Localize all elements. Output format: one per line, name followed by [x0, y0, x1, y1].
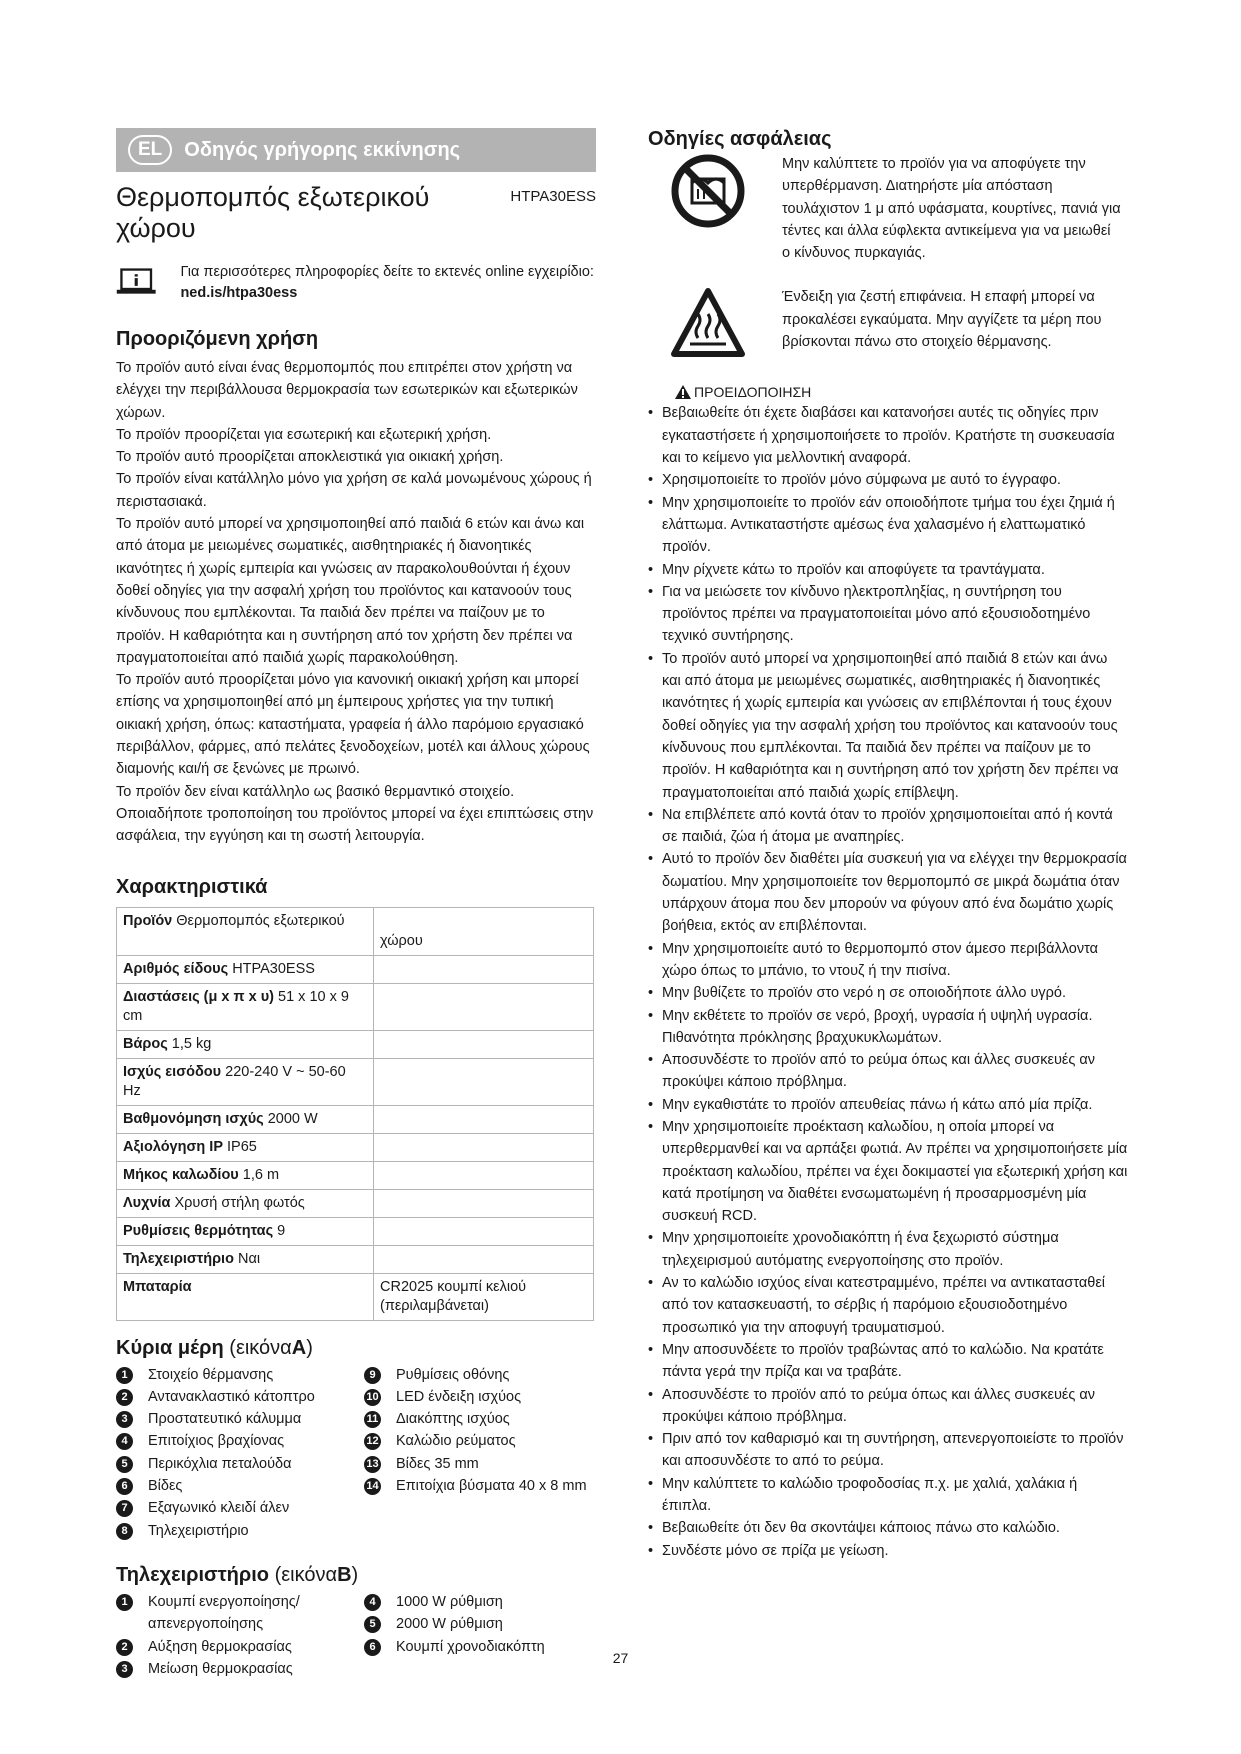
spec-label: Λυχνία	[123, 1194, 171, 1211]
table-row	[117, 1133, 594, 1161]
spec-label: Ρυθμίσεις θερμότητας	[123, 1222, 274, 1239]
header-banner	[116, 128, 596, 172]
table-row	[117, 1189, 594, 1217]
list-item: • Μην χρησιμοποιείτε αυτό το θερμοπομπό στον άμεσο περιβάλλοντα χώρο όπως το μπάνιο, το ντουζ ή την πισίνα.	[648, 938, 1128, 983]
number-badge: 2	[116, 1389, 133, 1406]
right-column	[648, 128, 1128, 1562]
part-label: Τηλεχειριστήριο	[148, 1522, 249, 1539]
spec-label: Διαστάσεις (μ x π x υ)	[123, 988, 274, 1005]
spec-cell-extra	[374, 955, 594, 983]
spec-cell	[117, 1217, 374, 1245]
list-item: • Αν το καλώδιο ισχύος είναι κατεστραμμένο, πρέπει να αντικατασταθεί από τον κατασκευαστή, το σέρβις ή παρόμοιο εξουσιοδοτημένο προσωπικό για την αποφυγή τραυματισμού.	[648, 1272, 1128, 1339]
list-item: • Να επιβλέπετε από κοντά όταν το προϊόν χρησιμοποιείται από ή κοντά σε παιδιά, ζώα ή άτομα με αναπηρίες.	[648, 804, 1128, 849]
product-title: Θερμοπομπός εξωτερικού χώρου	[116, 182, 430, 243]
table-row	[117, 1161, 594, 1189]
spec-value-extra: χώρου	[380, 932, 423, 949]
list-item	[364, 1475, 594, 1497]
remote-heading-figure: (εικόνα	[274, 1563, 338, 1586]
list-item	[364, 1613, 594, 1635]
table-row	[117, 1058, 594, 1105]
banner-title: Οδηγός γρήγορης εκκίνησης	[184, 138, 461, 161]
list-item: • Μην εκθέτετε το προϊόν σε νερό, βροχή, υγρασία ή υψηλή υγρασία. Πιθανότητα πρόκλησης βραχυκυκλωμάτων.	[648, 1005, 1128, 1050]
list-item: • Μην βυθίζετε το προϊόν στο νερό η σε οποιοδήποτε άλλο υγρό.	[648, 982, 1128, 1004]
spec-value: 1,5 kg	[171, 1035, 212, 1052]
number-badge: 10	[364, 1389, 381, 1406]
part-label: Περικόχλια πεταλούδα	[148, 1455, 292, 1472]
spec-cell	[117, 1245, 374, 1273]
spec-value-extra: CR2025 κουμπί κελιού (περιλαμβάνεται)	[380, 1278, 527, 1314]
spec-value: 1,6 m	[242, 1166, 280, 1183]
list-item	[116, 1497, 364, 1519]
number-badge: 3	[116, 1661, 133, 1678]
spec-cell	[117, 907, 374, 955]
intended-use-text	[116, 357, 596, 848]
spec-label: Προϊόν	[123, 912, 173, 929]
hot-surface-icon	[670, 286, 746, 362]
laptop-info-icon	[116, 264, 156, 300]
list-item	[116, 1430, 364, 1452]
number-badge: 13	[364, 1456, 381, 1473]
list-item: • Μην καλύπτετε το καλώδιο τροφοδοσίας π.χ. με χαλιά, χαλάκια ή έπιπλα.	[648, 1473, 1128, 1518]
intended-use-paragraph: Το προϊόν αυτό προορίζεται αποκλειστικά για οικιακή χρήση.	[116, 449, 504, 466]
spec-value: HTPA30ESS	[232, 960, 315, 977]
spec-value: 51 x 10 x 9 cm	[123, 988, 349, 1024]
number-badge: 3	[116, 1411, 133, 1428]
list-item: • Μην χρησιμοποιείτε χρονοδιακόπτη ή ένα ξεχωριστό σύστημα τηλεχειρισμού αυτόματης ενεργοποίησης στο προϊόν.	[648, 1227, 1128, 1272]
number-badge: 4	[364, 1594, 381, 1611]
part-label: Αύξηση θερμοκρασίας	[148, 1638, 292, 1655]
spec-label: Ισχύς εισόδου	[123, 1063, 222, 1080]
number-badge: 9	[364, 1367, 381, 1384]
spec-label: Βαθμονόμηση ισχύς	[123, 1110, 264, 1127]
features-section	[116, 876, 596, 1321]
part-label: Στοιχείο θέρμανσης	[148, 1366, 274, 1383]
number-badge: 6	[364, 1639, 381, 1656]
list-item	[116, 1453, 364, 1475]
spec-cell-extra	[374, 983, 594, 1030]
remote-heading	[116, 1564, 596, 1587]
intended-use-paragraph: Το προϊόν δεν είναι κατάλληλο ως βασικό θερμαντικό στοιχείο.	[116, 783, 515, 800]
spec-cell	[117, 1058, 374, 1105]
features-heading: Χαρακτηριστικά	[116, 875, 268, 898]
spec-cell	[117, 1273, 374, 1320]
main-parts-list	[116, 1364, 596, 1542]
list-item: • Για να μειώσετε τον κίνδυνο ηλεκτροπληξίας, η συντήρηση του προϊόντος πρέπει να πραγματοποιείται μόνο από εξουσιοδοτημένο τεχνικό συντήρησης.	[648, 581, 1128, 648]
spec-value: Θερμοπομπός εξωτερικού	[176, 912, 345, 929]
list-item: • Αυτό το προϊόν δεν διαθέτει μία συσκευή για να ελέγχει την θερμοκρασία δωματίου. Μην χρησιμοποιείτε τον θερμοπομπό σε μικρά δωμάτια όταν υπάρχουν άτομα που δεν μπορούν να φύγουν από ένα δωμάτιο χωρίς βοήθεια, εκτός αν επιβλέπονται.	[648, 848, 1128, 937]
spec-value: 2000 W	[267, 1110, 318, 1127]
main-parts-section	[116, 1337, 596, 1542]
spec-value: 9	[277, 1222, 286, 1239]
part-label: Ρυθμίσεις οθόνης	[396, 1366, 510, 1383]
list-item: • Χρησιμοποιείτε το προϊόν μόνο σύμφωνα με αυτό το έγγραφο.	[648, 469, 1128, 491]
list-item: • Συνδέστε μόνο σε πρίζα με γείωση.	[648, 1540, 1128, 1562]
warning-label: ΠΡΟΕΙΔΟΠΟΙΗΣΗ	[694, 384, 812, 401]
parts-column	[364, 1364, 594, 1542]
left-column	[116, 128, 596, 1680]
list-item: • Το προϊόν αυτό μπορεί να χρησιμοποιηθεί από παιδιά 8 ετών και άνω και από άτομα με μειωμένες σωματικές, αισθητηριακές ή διανοητικές ικανότητες ή χωρίς εμπειρία και γνώσεις αν επιβλέπονται ή τους έχουν δοθεί οδηγίες για την ασφαλή χρήση του προϊόντος και κατανοούν τους κίνδυνους που εμπλέκονται. Τα παιδιά δεν πρέπει να παίζουν με το προϊόν. Η καθαριότητα και η συντήρηση από τον χρήστη δεν πρέπει να πραγματοποιείται από παιδιά χωρίς επίβλεψη.	[648, 648, 1128, 804]
spec-cell	[117, 1133, 374, 1161]
spec-value: Χρυσή στήλη φωτός	[174, 1194, 305, 1211]
spec-cell	[117, 1030, 374, 1058]
table-row	[117, 955, 594, 983]
spec-cell	[117, 955, 374, 983]
list-item: • Μην αποσυνδέετε το προϊόν τραβώντας από το καλώδιο. Να κρατάτε πάντα γερά την πρίζα και να τραβάτε.	[648, 1339, 1128, 1384]
number-badge: 1	[116, 1367, 133, 1384]
list-item	[364, 1430, 594, 1452]
main-parts-heading-bold: Κύρια μέρη	[116, 1336, 224, 1359]
spec-cell-extra	[374, 907, 594, 955]
list-item	[116, 1475, 364, 1497]
spec-label: Αξιολόγηση IP	[123, 1138, 223, 1155]
part-label: Καλώδιο ρεύματος	[396, 1433, 516, 1450]
spec-table	[116, 907, 594, 1321]
part-label: Βίδες	[148, 1478, 183, 1495]
table-row	[117, 1245, 594, 1273]
intended-use-paragraph: Το προϊόν προορίζεται για εσωτερική και εξωτερική χρήση.	[116, 426, 492, 443]
intended-use-paragraph: Οποιαδήποτε τροποποίηση του προϊόντος μπορεί να έχει επιπτώσεις στην ασφάλεια, την εγγύηση και τη σωστή λειτουργία.	[116, 805, 594, 845]
list-item: • Αποσυνδέστε το προϊόν από το ρεύμα όπως και άλλες συσκευές αν προκύψει κάποιο πρόβλημα.	[648, 1049, 1128, 1094]
spec-cell-extra	[374, 1161, 594, 1189]
spec-value: 220-240 V ~ 50-60 Hz	[123, 1063, 346, 1099]
spec-cell-extra	[374, 1245, 594, 1273]
spec-cell-extra	[374, 1133, 594, 1161]
spec-label: Αριθμός είδους	[123, 960, 229, 977]
intended-use-heading: Προοριζόμενη χρήση	[116, 328, 319, 350]
part-label: Κουμπί χρονοδιακόπτη	[396, 1638, 545, 1655]
parts-column	[116, 1591, 364, 1680]
spec-cell	[117, 983, 374, 1030]
number-badge: 12	[364, 1433, 381, 1450]
product-code: HTPA30ESS	[510, 188, 596, 205]
parts-column	[364, 1591, 594, 1680]
warning-header	[674, 384, 1128, 400]
page-number: 27	[612, 1650, 629, 1666]
number-badge: 1	[116, 1594, 133, 1611]
list-item: • Μην εγκαθιστάτε το προϊόν απευθείας πάνω ή κάτω από μία πρίζα.	[648, 1094, 1128, 1116]
list-item	[364, 1453, 594, 1475]
list-item	[116, 1408, 364, 1430]
part-label: Αντανακλαστικό κάτοπτρο	[148, 1388, 315, 1405]
part-label: 1000 W ρύθμιση	[396, 1593, 503, 1610]
list-item: • Αποσυνδέστε το προϊόν από το ρεύμα όπως και άλλες συσκευές αν προκύψει κάποιο πρόβλημα.	[648, 1384, 1128, 1429]
safety-bullet-list	[648, 402, 1128, 1561]
number-badge: 4	[116, 1433, 133, 1450]
hot-surface-text: Ένδειξη για ζεστή επιφάνεια. Η επαφή μπορεί να προκαλέσει εγκαύματα. Μην αγγίζετε τα μέρη που βρίσκονται πάνω στο στοιχείο θέρμανσης.	[782, 289, 1102, 351]
part-label: Εξαγωνικό κλειδί άλεν	[148, 1500, 290, 1517]
spec-value: Ναι	[237, 1250, 261, 1267]
language-badge: EL	[128, 135, 172, 165]
part-label: Επιτοίχιος βραχίονας	[148, 1433, 285, 1450]
part-label: 2000 W ρύθμιση	[396, 1616, 503, 1633]
spec-cell	[117, 1189, 374, 1217]
part-label: Επιτοίχια βύσματα 40 x 8 mm	[396, 1478, 587, 1495]
list-item	[364, 1408, 594, 1430]
spec-label: Βάρος	[123, 1035, 168, 1052]
remote-heading-bold: Τηλεχειριστήριο	[116, 1563, 270, 1586]
manual-link[interactable]: ned.is/htpa30ess	[180, 285, 298, 301]
spec-cell	[117, 1161, 374, 1189]
part-label: Κουμπί ενεργοποίησης/ απενεργοποίησης	[148, 1593, 300, 1633]
number-badge: 6	[116, 1478, 133, 1495]
info-text	[180, 262, 596, 304]
list-item	[116, 1364, 364, 1386]
remote-figure-letter: B	[337, 1563, 352, 1586]
intended-use-paragraph: Το προϊόν αυτό μπορεί να χρησιμοποιηθεί από παιδιά 6 ετών και άνω και από άτομα με μειωμένες σωματικές, αισθητηριακές ή διανοητικές ικανότητες ή χωρίς εμπειρία και γνώσεις αν παρακολουθούνται ή έχουν δοθεί οδηγίες για την ασφαλή χρήση του προϊόντος και κατανοούν τους κίνδυνους που εμπλέκονται. Τα παιδιά δεν πρέπει να παίζουν με το προϊόν. Η καθαριότητα και η συντήρηση από τον χρήστη δεν πρέπει να πραγματοποιείται από παιδιά χωρίς παρακολούθηση.	[116, 516, 585, 666]
remote-heading-close: )	[351, 1563, 359, 1586]
safety-heading: Οδηγίες ασφάλειας	[648, 128, 832, 150]
list-item	[116, 1386, 364, 1408]
list-item	[364, 1386, 594, 1408]
main-parts-heading	[116, 1337, 596, 1360]
list-item: • Μην ρίχνετε κάτω το προϊόν και αποφύγετε τα τραντάγματα.	[648, 559, 1128, 581]
intended-use-section	[116, 328, 596, 848]
table-row	[117, 983, 594, 1030]
table-row	[117, 1217, 594, 1245]
info-description: Για περισσότερες πληροφορίες δείτε το εκτενές online εγχειρίδιο:	[180, 264, 594, 280]
parts-column	[116, 1364, 364, 1542]
main-parts-heading-close: )	[306, 1336, 313, 1359]
title-row	[116, 182, 596, 244]
main-parts-heading-figure: (εικόνα	[229, 1336, 292, 1359]
list-item	[116, 1520, 364, 1542]
part-label: LED ένδειξη ισχύος	[396, 1388, 522, 1405]
spec-value: IP65	[227, 1138, 257, 1155]
part-label: Μείωση θερμοκρασίας	[148, 1660, 293, 1677]
list-item: • Βεβαιωθείτε ότι δεν θα σκοντάψει κάποιος πάνω στο καλώδιο.	[648, 1517, 1128, 1539]
spec-cell	[117, 1105, 374, 1133]
spec-label: Τηλεχειριστήριο	[123, 1250, 234, 1267]
number-badge: 2	[116, 1639, 133, 1656]
part-label: Προστατευτικό κάλυμμα	[148, 1411, 302, 1428]
spec-cell-extra	[374, 1217, 594, 1245]
part-label: Βίδες 35 mm	[396, 1455, 479, 1472]
intended-use-paragraph: Το προϊόν αυτό προορίζεται μόνο για κανονική οικιακή χρήση και μπορεί επίσης να χρησιμοποιηθεί από μη έμπειρους χρήστες για την τυπική οικιακή χρήση, όπως: καταστήματα, γραφεία ή άλλο παρόμοιο εργασιακό περιβάλλον, φάρμες, από πελάτες ξενοδοχείων, μοτέλ και άλλους χώρους διαμονής και/ή σε ξενώνες με πρωινό.	[116, 672, 590, 778]
list-item: • Μην χρησιμοποιείτε προέκταση καλωδίου, η οποία μπορεί να υπερθερμανθεί και να αρπάξει φωτιά. Αν πρέπει να χρησιμοποιήσετε μία προέκταση καλωδίου, πρέπει να έχει δοκιμαστεί για εξωτερική χρήση και κατά προτίμηση να διαθέτει ενσωματωμένη ή προσαρμοσμένη μία συσκευή RCD.	[648, 1116, 1128, 1227]
spec-cell-extra	[374, 1189, 594, 1217]
part-label: Διακόπτης ισχύος	[396, 1411, 510, 1428]
intended-use-paragraph: Το προϊόν είναι κατάλληλο μόνο για χρήση σε καλά μονωμένους χώρους ή περιστασιακά.	[116, 471, 592, 510]
table-row	[117, 1273, 594, 1320]
remote-list	[116, 1591, 596, 1680]
spec-cell-extra	[374, 1105, 594, 1133]
list-item	[364, 1364, 594, 1386]
table-row	[117, 907, 594, 955]
number-badge: 11	[364, 1411, 381, 1428]
safety-hot-surface	[648, 286, 1128, 362]
safety-no-cover	[648, 153, 1128, 264]
list-item: • Βεβαιωθείτε ότι έχετε διαβάσει και κατανοήσει αυτές τις οδηγίες πριν εγκαταστήσετε ή χρησιμοποιήσετε το προϊόν. Κρατήστε τη συσκευασία και το κείμενο για μελλοντική αναφορά.	[648, 402, 1128, 469]
spec-label: Μήκος καλωδίου	[123, 1166, 239, 1183]
list-item: • Μην χρησιμοποιείτε το προϊόν εάν οποιοδήποτε τμήμα του έχει ζημιά ή ελάττωμα. Αντικαταστήστε αμέσως ένα χαλασμένο ή ελαττωματικό προϊόν.	[648, 492, 1128, 559]
list-item	[364, 1591, 594, 1613]
intended-use-paragraph: Το προϊόν αυτό είναι ένας θερμοπομπός που επιτρέπει στον χρήστη να ελέγχει την περιβάλλουσα θερμοκρασία των εσωτερικών και εξωτερικών χώρων.	[116, 360, 578, 421]
spec-cell-extra	[374, 1030, 594, 1058]
do-not-cover-icon	[670, 153, 746, 229]
spec-label: Μπαταρία	[123, 1278, 192, 1295]
number-badge: 5	[116, 1456, 133, 1473]
number-badge: 14	[364, 1478, 381, 1495]
table-row	[117, 1030, 594, 1058]
main-parts-figure-letter: A	[291, 1336, 307, 1359]
number-badge: 5	[364, 1616, 381, 1633]
warning-triangle-icon	[674, 384, 692, 400]
number-badge: 8	[116, 1523, 133, 1540]
online-manual-info	[116, 262, 596, 304]
list-item	[116, 1591, 364, 1636]
number-badge: 7	[116, 1500, 133, 1517]
spec-cell-extra	[374, 1058, 594, 1105]
spec-cell-extra	[374, 1273, 594, 1320]
list-item: • Πριν από τον καθαρισμό και τη συντήρηση, απενεργοποιείστε το προϊόν και αποσυνδέστε το από το ρεύμα.	[648, 1428, 1128, 1473]
table-row	[117, 1105, 594, 1133]
no-cover-text: Μην καλύπτετε το προϊόν για να αποφύγετε την υπερθέρμανση. Διατηρήστε μία απόσταση τουλάχιστον 1 μ από υφάσματα, κουρτίνες, πανιά για τέντες και άλλα εύφλεκτα αντικείμενα για να μειωθεί ο κίνδυνος πυρκαγιάς.	[782, 156, 1121, 262]
